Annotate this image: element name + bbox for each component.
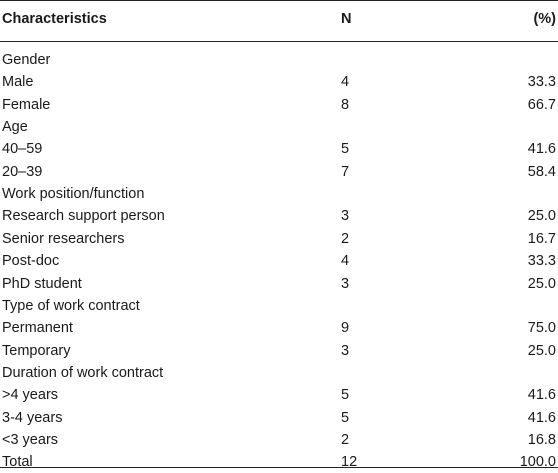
row-label: Female — [2, 96, 51, 113]
row-label: Gender — [2, 52, 51, 68]
row-label: 20–39 — [2, 163, 43, 180]
row-n: 5 — [341, 409, 350, 426]
row-pct: 33.3 — [527, 253, 556, 270]
row-label: Work position/function — [2, 186, 145, 203]
table-row — [0, 161, 558, 183]
row-n: 3 — [341, 342, 350, 359]
header-pct: (%) — [533, 11, 556, 27]
table-row — [0, 340, 558, 362]
row-label: <3 years — [2, 431, 59, 448]
row-n: 3 — [341, 275, 350, 292]
table-row — [0, 384, 558, 406]
row-n: 3 — [341, 208, 350, 225]
row-n: 5 — [341, 141, 350, 158]
row-label: Total — [2, 454, 33, 471]
table-row — [0, 71, 558, 93]
bottom-rule — [0, 467, 558, 468]
header-rule — [0, 41, 558, 42]
table-row — [0, 273, 558, 295]
row-pct: 100.0 — [519, 454, 556, 471]
row-label: Age — [2, 119, 28, 136]
row-n: 4 — [341, 253, 350, 270]
table-row — [0, 138, 558, 160]
table-row — [0, 429, 558, 451]
table-row — [0, 49, 558, 71]
row-label: Duration of work contract — [2, 364, 164, 381]
row-label: >4 years — [2, 387, 59, 404]
table-row — [0, 362, 558, 384]
table-row — [0, 295, 558, 317]
table-row — [0, 205, 558, 227]
row-label: PhD student — [2, 275, 82, 292]
table-row — [0, 451, 558, 473]
header-row — [0, 8, 558, 30]
table-row — [0, 407, 558, 429]
row-label: Senior researchers — [2, 230, 125, 247]
row-pct: 16.7 — [527, 230, 556, 247]
header-characteristics: Characteristics — [2, 11, 107, 27]
row-label: 3-4 years — [2, 409, 63, 426]
top-rule — [0, 0, 558, 1]
row-n: 2 — [341, 230, 350, 247]
row-label: Temporary — [2, 342, 71, 359]
row-n: 12 — [341, 454, 358, 471]
row-pct: 41.6 — [527, 141, 556, 158]
row-label: Permanent — [2, 320, 73, 337]
table-row — [0, 317, 558, 339]
table-row — [0, 116, 558, 138]
row-pct: 16.8 — [527, 431, 556, 448]
header-n: N — [341, 11, 352, 27]
row-label: 40–59 — [2, 141, 43, 158]
row-label: Research support person — [2, 208, 165, 225]
table-row — [0, 183, 558, 205]
row-pct: 25.0 — [527, 208, 556, 225]
row-n: 7 — [341, 163, 350, 180]
row-label: Male — [2, 74, 34, 91]
row-label: Type of work contract — [2, 297, 140, 314]
table-row — [0, 250, 558, 272]
table-row — [0, 228, 558, 250]
row-pct: 58.4 — [527, 163, 556, 180]
row-pct: 41.6 — [527, 387, 556, 404]
row-pct: 33.3 — [527, 74, 556, 91]
row-pct: 25.0 — [527, 275, 556, 292]
row-n: 4 — [341, 74, 350, 91]
row-n: 9 — [341, 320, 350, 337]
row-label: Post-doc — [2, 253, 60, 270]
row-pct: 25.0 — [527, 342, 556, 359]
table-row — [0, 94, 558, 116]
row-pct: 41.6 — [527, 409, 556, 426]
row-n: 2 — [341, 431, 350, 448]
row-n: 8 — [341, 96, 350, 113]
row-pct: 66.7 — [527, 96, 556, 113]
row-pct: 75.0 — [527, 320, 556, 337]
row-n: 5 — [341, 387, 350, 404]
